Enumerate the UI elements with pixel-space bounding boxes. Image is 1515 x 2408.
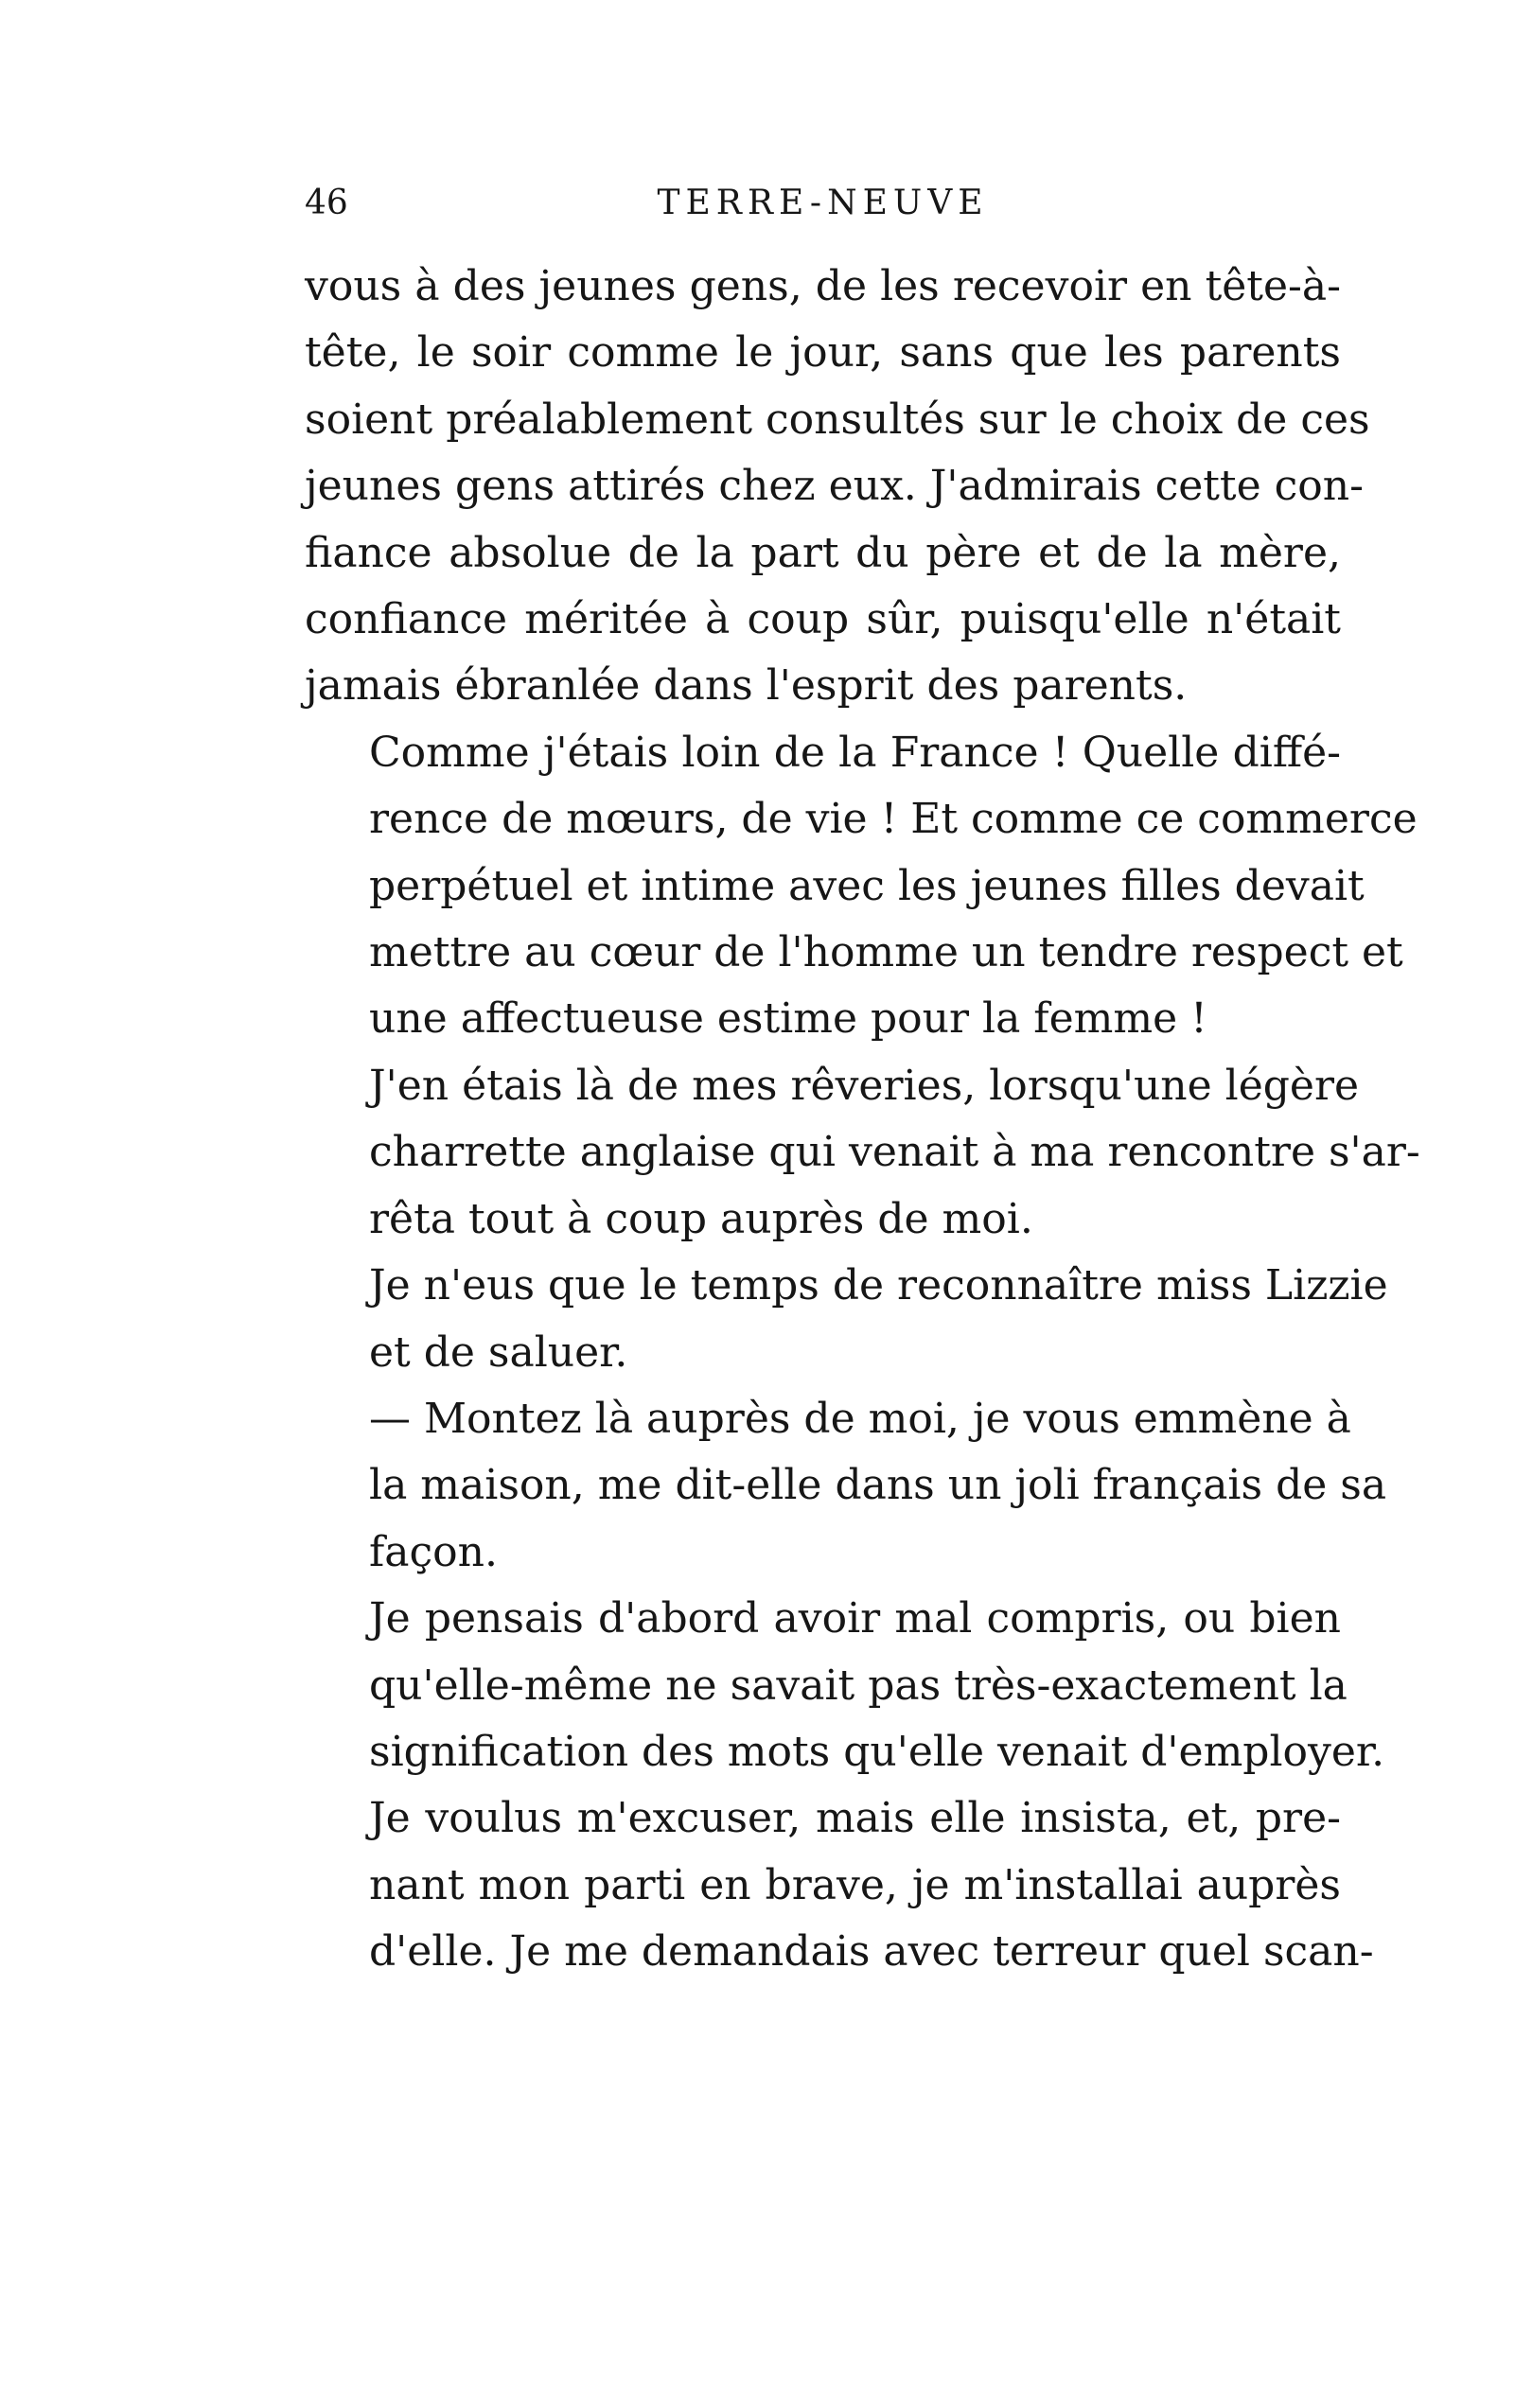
running-title: TERRE-NEUVE	[657, 184, 989, 222]
text-line: charrette anglaise qui venait à ma rencontre s'ar-	[369, 1128, 1420, 1177]
text-line: Je voulus m'excuser, mais elle insista, et, pre-	[369, 1794, 1341, 1843]
text-line: J'en étais là de mes rêveries, lorsqu'une légère	[369, 1061, 1360, 1110]
text-line: jeunes gens attirés chez eux. J'admirais cette con-	[305, 462, 1364, 511]
text-line: et de saluer.	[369, 1327, 628, 1377]
page-number: 46	[305, 184, 348, 222]
text-line: Comme j'étais loin de la France ! Quelle diffé-	[369, 728, 1341, 777]
text-line: jamais ébranlée dans l'esprit des parents.	[305, 661, 1188, 711]
paragraph	[305, 1053, 1420, 1253]
text-line: rêta tout à coup auprès de moi.	[369, 1194, 1033, 1243]
text-line: vous à des jeunes gens, de les recevoir en tête-à-	[305, 262, 1341, 310]
body-text	[305, 254, 1420, 1986]
paragraph	[305, 1785, 1374, 1985]
text-line: la maison, me dit-elle dans un joli français de sa	[369, 1461, 1387, 1510]
text-line: Je n'eus que le temps de reconnaître miss Lizzie	[369, 1261, 1388, 1310]
text-line: façon.	[369, 1527, 498, 1576]
running-head	[305, 180, 1341, 227]
text-line: soient préalablement consultés sur le choix de ces	[305, 395, 1370, 444]
paragraph	[305, 1386, 1387, 1586]
text-line: fiance absolue de la part du père et de la mère,	[305, 528, 1341, 577]
text-line: signification des mots qu'elle venait d'employer.	[369, 1727, 1385, 1776]
text-line: Je pensais d'abord avoir mal compris, ou bien	[369, 1594, 1341, 1643]
text-line: nant mon parti en brave, je m'installai auprès	[369, 1860, 1341, 1909]
paragraph	[305, 1253, 1388, 1386]
text-line: une affectueuse estime pour la femme !	[369, 994, 1207, 1044]
text-line: qu'elle-même ne savait pas très-exactement la	[369, 1661, 1348, 1710]
paragraph	[305, 254, 1370, 720]
text-line: mettre au cœur de l'homme un tendre respect et	[369, 928, 1403, 977]
text-line: rence de mœurs, de vie ! Et comme ce commerce	[369, 795, 1418, 844]
text-line: confiance méritée à coup sûr, puisqu'elle n'était	[305, 595, 1341, 644]
text-line: — Montez là auprès de moi, je vous emmène à	[369, 1394, 1351, 1443]
paragraph	[305, 720, 1418, 1053]
text-line: perpétuel et intime avec les jeunes filles devait	[369, 861, 1365, 910]
paragraph	[305, 1586, 1385, 1785]
text-line: tête, le soir comme le jour, sans que les parents	[305, 328, 1341, 378]
text-line: d'elle. Je me demandais avec terreur quel scan-	[369, 1927, 1374, 1977]
